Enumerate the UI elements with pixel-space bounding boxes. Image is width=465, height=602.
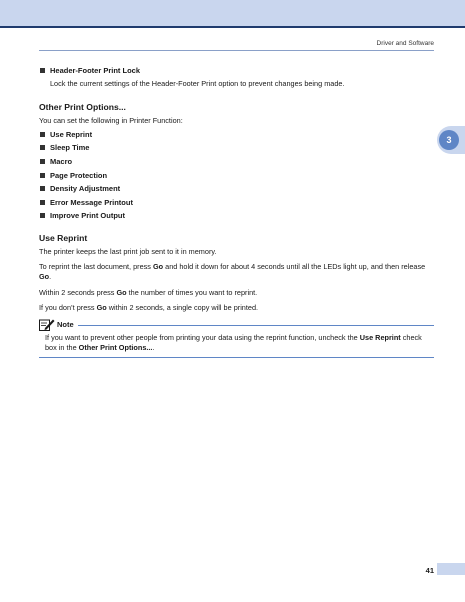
list-item: Page Protection (39, 169, 434, 183)
reprint-paragraph-4: If you don’t press Go within 2 seconds, a single copy will be printed. (39, 302, 259, 312)
list-item: Macro (39, 155, 434, 169)
header-divider (39, 50, 434, 51)
note-label: Note (57, 320, 74, 330)
footer-tab (437, 563, 465, 575)
note-divider (78, 325, 434, 326)
chapter-number: 3 (446, 135, 452, 145)
other-options-intro: You can set the following in Printer Function: (39, 115, 183, 125)
list-item: Density Adjustment (39, 182, 434, 196)
note-box (39, 319, 434, 358)
list-item: Error Message Printout (39, 196, 434, 210)
chapter-tab (437, 126, 465, 154)
page-content (39, 64, 434, 358)
use-reprint-heading: Use Reprint (39, 232, 88, 243)
note-header (39, 319, 434, 331)
top-banner (0, 0, 465, 28)
section-header: Driver and Software (376, 40, 434, 47)
reprint-paragraph-1: The printer keeps the last print job sent to it in memory. (39, 246, 217, 256)
other-options-list (39, 128, 434, 223)
reprint-paragraph-3: Within 2 seconds press Go the number of times you want to reprint. (39, 287, 258, 297)
page-number: 41 (425, 566, 434, 575)
intro-item-title: Header-Footer Print Lock (39, 64, 434, 78)
list-item: Improve Print Output (39, 209, 434, 223)
note-bottom-rule (39, 357, 434, 358)
list-item: Use Reprint (39, 128, 434, 142)
intro-item-description: Lock the current settings of the Header-Footer Print option to prevent changes being made. (50, 78, 345, 88)
other-options-heading: Other Print Options... (39, 101, 126, 112)
note-text: If you want to prevent other people from printing your data using the reprint function, uncheck the Use Reprint check box in the Other Print Options.... (45, 332, 422, 353)
list-item: Sleep Time (39, 141, 434, 155)
reprint-paragraph-2: To reprint the last document, press Go and hold it down for about 4 seconds until all the LEDs light up, and then release Go. (39, 262, 426, 282)
pencil-note-icon (39, 318, 55, 331)
